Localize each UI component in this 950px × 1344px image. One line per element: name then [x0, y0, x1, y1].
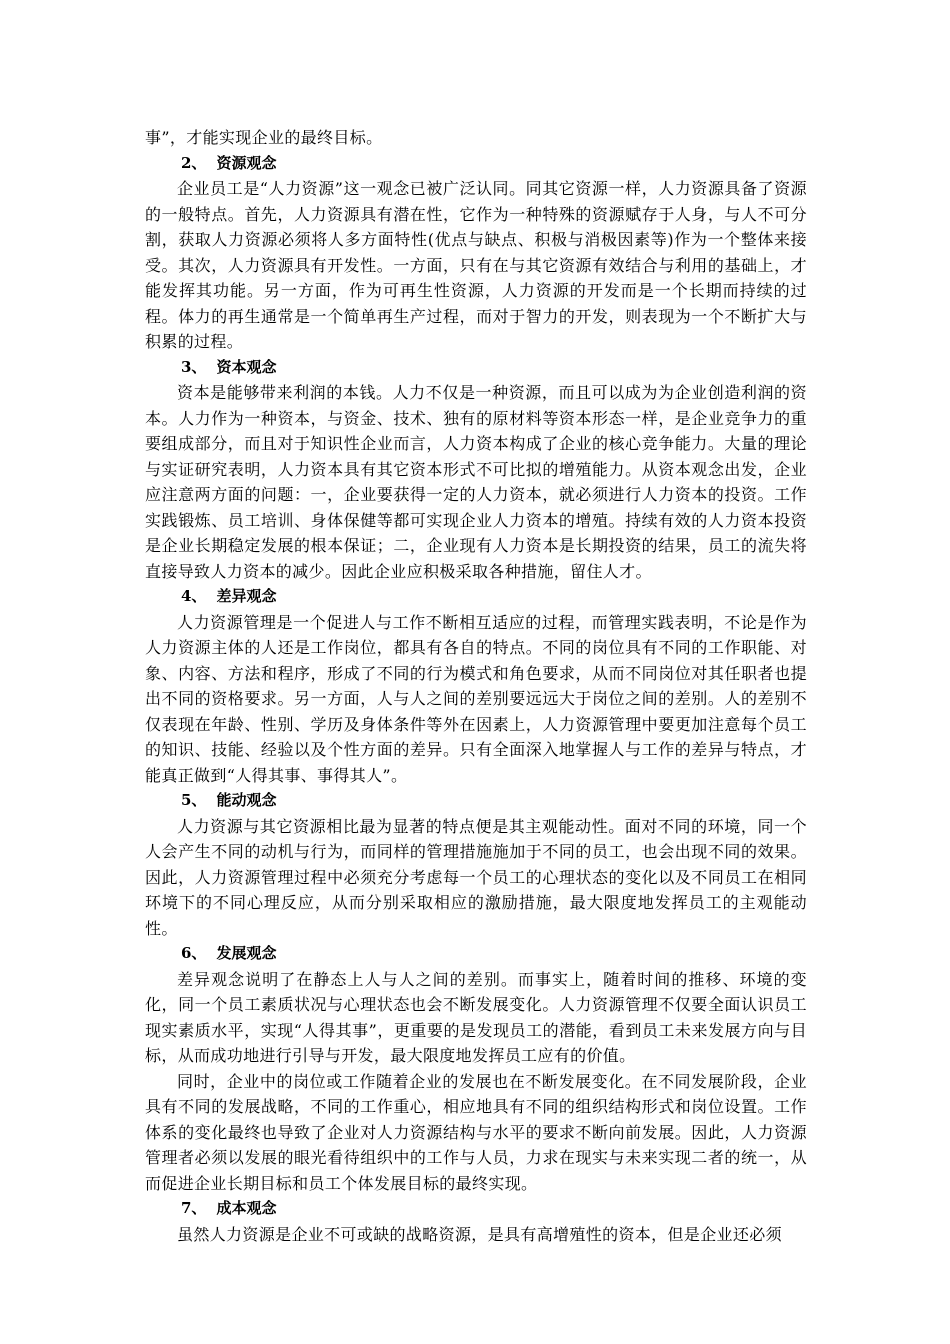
paragraph: 同时，企业中的岗位或工作随着企业的发展也在不断发展变化。在不同发展阶段，企业具有不同的发展战略，不同的工作重心，相应地具有不同的组织结构形式和岗位设置。工作体系的变化最终也导致了企业对人力资源结构与水平的要求不断向前发展。因此，人力资源管理者必须以发展的眼光看待组织中的工作与人员，力求在现实与未来实现二者的统一，从而促进企业长期目标和员工个体发展目标的最终实现。 — [145, 1071, 807, 1193]
section-heading-initiative — [145, 788, 807, 814]
section-title: 资本观念 — [216, 357, 277, 376]
section-title: 成本观念 — [216, 1199, 277, 1217]
section-heading-capital — [145, 355, 807, 381]
paragraph: 企业员工是“人力资源”这一观念已被广泛认同。同其它资源一样，人力资源具备了资源的一般特点。首先，人力资源具有潜在性，它作为一种特殊的资源赋存于人身，与人不可分割，获取人力资源必须将人多方面特性(优点与缺点、积极与消极因素等)作为一个整体来接受。其次，人力资源具有开发性。一方面，只有在与其它资源有效结合与利用的基础上，才能发挥其功能。另一方面，作为可再生性资源，人力资源的开发而是一个长期而持续的过程。体力的再生通常是一个简单再生产过程，而对于智力的开发，则表现为一个不断扩大与积累的过程。 — [145, 179, 807, 351]
continuation-paragraph: 事”，才能实现企业的最终目标。 — [145, 128, 383, 147]
section-title: 资源观念 — [216, 153, 277, 172]
document-body — [145, 125, 807, 1247]
section-number: 4、 — [181, 587, 207, 605]
section-heading-resource — [145, 151, 807, 177]
section-heading-difference — [145, 584, 807, 610]
section-number: 2、 — [181, 153, 207, 172]
section-heading-development — [145, 941, 807, 967]
section-title: 能动观念 — [216, 791, 277, 809]
section-title: 差异观念 — [216, 587, 277, 605]
paragraph: 虽然人力资源是企业不可或缺的战略资源，是具有高增殖性的资本，但是企业还必须 — [177, 1224, 782, 1244]
paragraph: 人力资源管理是一个促进人与工作不断相互适应的过程，而管理实践表明，不论是作为人力资源主体的人还是工作岗位，都具有各自的特点。不同的岗位具有不同的工作职能、对象、内容、方法和程序，形成了不同的行为模式和角色要求，从而不同岗位对其任职者也提出不同的资格要求。另一方面，人与人之间的差别要远远大于岗位之间的差别。人的差别不仅表现在年龄、性别、学历及身体条件等外在因素上，人力资源管理中要更加注意每个员工的知识、技能、经验以及个性方面的差异。只有全面深入地掌握人与工作的差异与特点，才能真正做到“人得其事、事得其人”。 — [145, 612, 807, 785]
section-number: 5、 — [181, 791, 207, 809]
section-number: 7、 — [181, 1199, 207, 1217]
section-title: 发展观念 — [216, 944, 277, 962]
section-number: 6、 — [181, 944, 207, 962]
paragraph: 人力资源与其它资源相比最为显著的特点便是其主观能动性。面对不同的环境，同一个人会产生不同的动机与行为，而同样的管理措施施加于不同的员工，也会出现不同的效果。因此，人力资源管理过程中必须充分考虑每一个员工的心理状态的变化以及不同员工在相同环境下的不同心理反应，从而分别采取相应的激励措施，最大限度地发挥员工的主观能动性。 — [145, 816, 807, 938]
paragraph: 差异观念说明了在静态上人与人之间的差别。而事实上，随着时间的推移、环境的变化，同一个员工素质状况与心理状态也会不断发展变化。人力资源管理不仅要全面认识员工现实素质水平，实现“人得其事”，更重要的是发现员工的潜能，看到员工未来发展方向与目标，从而成功地进行引导与开发，最大限度地发挥员工应有的价值。 — [145, 969, 807, 1065]
paragraph: 资本是能够带来利润的本钱。人力不仅是一种资源，而且可以成为为企业创造利润的资本。人力作为一种资本，与资金、技术、独有的原材料等资本形态一样，是企业竞争力的重要组成部分，而且对于知识性企业而言，人力资本构成了企业的核心竞争能力。大量的理论与实证研究表明，人力资本具有其它资本形式不可比拟的增殖能力。从资本观念出发，企业应注意两方面的问题：一，企业要获得一定的人力资本，就必须进行人力资本的投资。工作实践锻炼、员工培训、身体保健等都可实现企业人力资本的增殖。持续有效的人力资本投资是企业长期稳定发展的根本保证；二，企业现有人力资本是长期投资的结果，员工的流失将直接导致人力资本的减少。因此企业应积极采取各种措施，留住人才。 — [145, 383, 807, 581]
section-number: 3、 — [181, 357, 207, 376]
section-heading-cost — [145, 1196, 807, 1222]
